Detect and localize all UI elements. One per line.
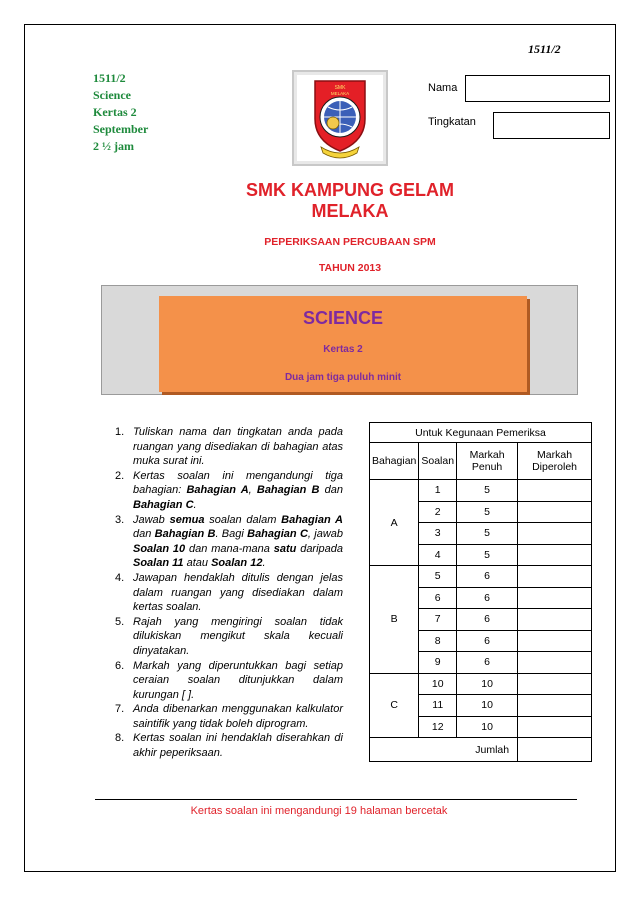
paper-info-line: 1511/2 xyxy=(93,71,126,85)
instruction-item xyxy=(111,702,343,731)
total-label-cell: Jumlah xyxy=(370,738,518,762)
school-name-line2: MELAKA xyxy=(311,201,389,221)
instruction-number: 5. xyxy=(115,615,125,628)
instruction-text: Kertas soalan ini hendaklah diserahkan di akhir peperiksaan. xyxy=(133,732,343,760)
column-header: Soalan xyxy=(419,443,457,480)
instruction-item xyxy=(111,469,343,513)
question-number-cell: 8 xyxy=(419,630,457,652)
school-logo xyxy=(292,70,388,166)
question-number-cell: 4 xyxy=(419,544,457,566)
section-cell: C xyxy=(370,673,419,738)
column-header: Bahagian xyxy=(370,443,419,480)
instruction-item xyxy=(111,615,343,659)
obtained-mark-cell[interactable] xyxy=(518,716,592,738)
exam-title: PEPERIKSAAN PERCUBAAN SPM xyxy=(264,236,436,248)
footer-divider xyxy=(95,799,577,800)
obtained-mark-cell[interactable] xyxy=(518,630,592,652)
obtained-mark-cell[interactable] xyxy=(518,652,592,674)
paper-number: Kertas 2 xyxy=(323,344,363,355)
subject-banner xyxy=(159,296,527,392)
instruction-text: Jawab semua soalan dalam Bahagian A dan Bahagian B. Bagi Bahagian C, jawab Soalan 10 dan mana-mana satu daripada Soalan 11 atau Soalan 12. xyxy=(133,513,344,570)
full-mark-cell: 5 xyxy=(457,501,518,523)
instruction-text: Rajah yang mengiringi soalan tidak dilukiskan mengikut skala kecuali dinyatakan. xyxy=(133,615,343,657)
full-mark-cell: 6 xyxy=(457,652,518,674)
instruction-item xyxy=(111,659,343,703)
table-row xyxy=(370,480,592,502)
full-mark-cell: 10 xyxy=(457,716,518,738)
tingkatan-label: Tingkatan xyxy=(428,116,476,128)
table-title: Untuk Kegunaan Pemeriksa xyxy=(370,423,592,443)
full-mark-cell: 10 xyxy=(457,673,518,695)
obtained-mark-cell[interactable] xyxy=(518,544,592,566)
instruction-number: 2. xyxy=(115,469,125,482)
exam-duration: Dua jam tiga puluh minit xyxy=(284,372,402,383)
instruction-list xyxy=(111,425,343,761)
question-number-cell: 3 xyxy=(419,523,457,545)
question-number-cell: 2 xyxy=(419,501,457,523)
instruction-number: 8. xyxy=(115,732,125,745)
school-crest-icon xyxy=(297,75,383,161)
full-mark-cell: 10 xyxy=(457,695,518,717)
obtained-mark-cell[interactable] xyxy=(518,501,592,523)
paper-info xyxy=(93,70,148,155)
paper-info-line: Kertas 2 xyxy=(93,105,137,119)
svg-text:SMK: SMK xyxy=(334,85,346,91)
page-count-note: Kertas soalan ini mengandungi 19 halaman bercetak xyxy=(190,805,448,817)
subject-title: SCIENCE xyxy=(302,308,383,328)
school-name xyxy=(210,180,490,222)
obtained-mark-cell[interactable] xyxy=(518,695,592,717)
instruction-text: Anda dibenarkan menggunakan kalkulator saintifik yang tidak boleh diprogram. xyxy=(133,703,343,730)
instructions xyxy=(111,425,343,761)
question-number-cell: 7 xyxy=(419,609,457,631)
instruction-number: 7. xyxy=(115,703,125,716)
obtained-mark-cell[interactable] xyxy=(518,587,592,609)
obtained-mark-cell[interactable] xyxy=(518,523,592,545)
question-number-cell: 1 xyxy=(419,480,457,502)
obtained-mark-cell[interactable] xyxy=(518,609,592,631)
instruction-number: 3. xyxy=(115,513,125,526)
instruction-text: Kertas soalan ini mengandungi tiga bahagian: Bahagian A, Bahagian B dan Bahagian C. xyxy=(133,469,343,511)
total-mark-cell[interactable] xyxy=(518,738,592,762)
instruction-item xyxy=(111,571,343,615)
paper-info-line: 2 ½ jam xyxy=(93,139,134,153)
instruction-number: 1. xyxy=(115,426,125,438)
full-mark-cell: 6 xyxy=(457,587,518,609)
school-name-line1: SMK KAMPUNG GELAM xyxy=(246,180,454,200)
section-cell: B xyxy=(370,566,419,674)
instruction-text: Jawapan hendaklah ditulis dengan jelas dalam ruangan yang disediakan dalam kertas soalan. xyxy=(133,571,343,614)
paper-info-line: Science xyxy=(93,88,131,102)
examiner-mark-table xyxy=(369,422,592,762)
column-header: Markah Diperoleh xyxy=(518,443,592,480)
question-number-cell: 6 xyxy=(419,587,457,609)
full-mark-cell: 5 xyxy=(457,480,518,502)
question-number-cell: 12 xyxy=(419,716,457,738)
question-number-cell: 5 xyxy=(419,566,457,588)
nama-field[interactable] xyxy=(465,75,610,102)
question-number-cell: 9 xyxy=(419,652,457,674)
instruction-number: 6. xyxy=(115,659,125,672)
svg-text:MELAKA: MELAKA xyxy=(330,91,350,96)
question-number-cell: 11 xyxy=(419,695,457,717)
full-mark-cell: 5 xyxy=(457,544,518,566)
paper-code: 1511/2 xyxy=(528,42,561,56)
question-number-cell: 10 xyxy=(419,673,457,695)
tingkatan-field[interactable] xyxy=(493,112,610,139)
full-mark-cell: 6 xyxy=(457,566,518,588)
instruction-item xyxy=(111,425,343,469)
table-row xyxy=(370,673,592,695)
full-mark-cell: 6 xyxy=(457,609,518,631)
column-header: Markah Penuh xyxy=(457,443,518,480)
section-cell: A xyxy=(370,480,419,566)
instruction-text: Tuliskan nama dan tingkatan anda pada ruangan yang disediakan di bahagian atas muka surat ini. xyxy=(133,426,343,468)
instruction-item xyxy=(111,513,343,571)
instruction-item xyxy=(111,731,343,760)
paper-info-line: September xyxy=(93,122,149,136)
obtained-mark-cell[interactable] xyxy=(518,566,592,588)
table-row xyxy=(370,566,592,588)
exam-year: TAHUN 2013 xyxy=(318,262,382,274)
instruction-text: Markah yang diperuntukkan bagi setiap ceraian soalan ditunjukkan dalam kurungan [ ]. xyxy=(133,659,343,701)
obtained-mark-cell[interactable] xyxy=(518,480,592,502)
nama-label: Nama xyxy=(428,82,458,94)
obtained-mark-cell[interactable] xyxy=(518,673,592,695)
full-mark-cell: 5 xyxy=(457,523,518,545)
instruction-number: 4. xyxy=(115,571,125,584)
full-mark-cell: 6 xyxy=(457,630,518,652)
